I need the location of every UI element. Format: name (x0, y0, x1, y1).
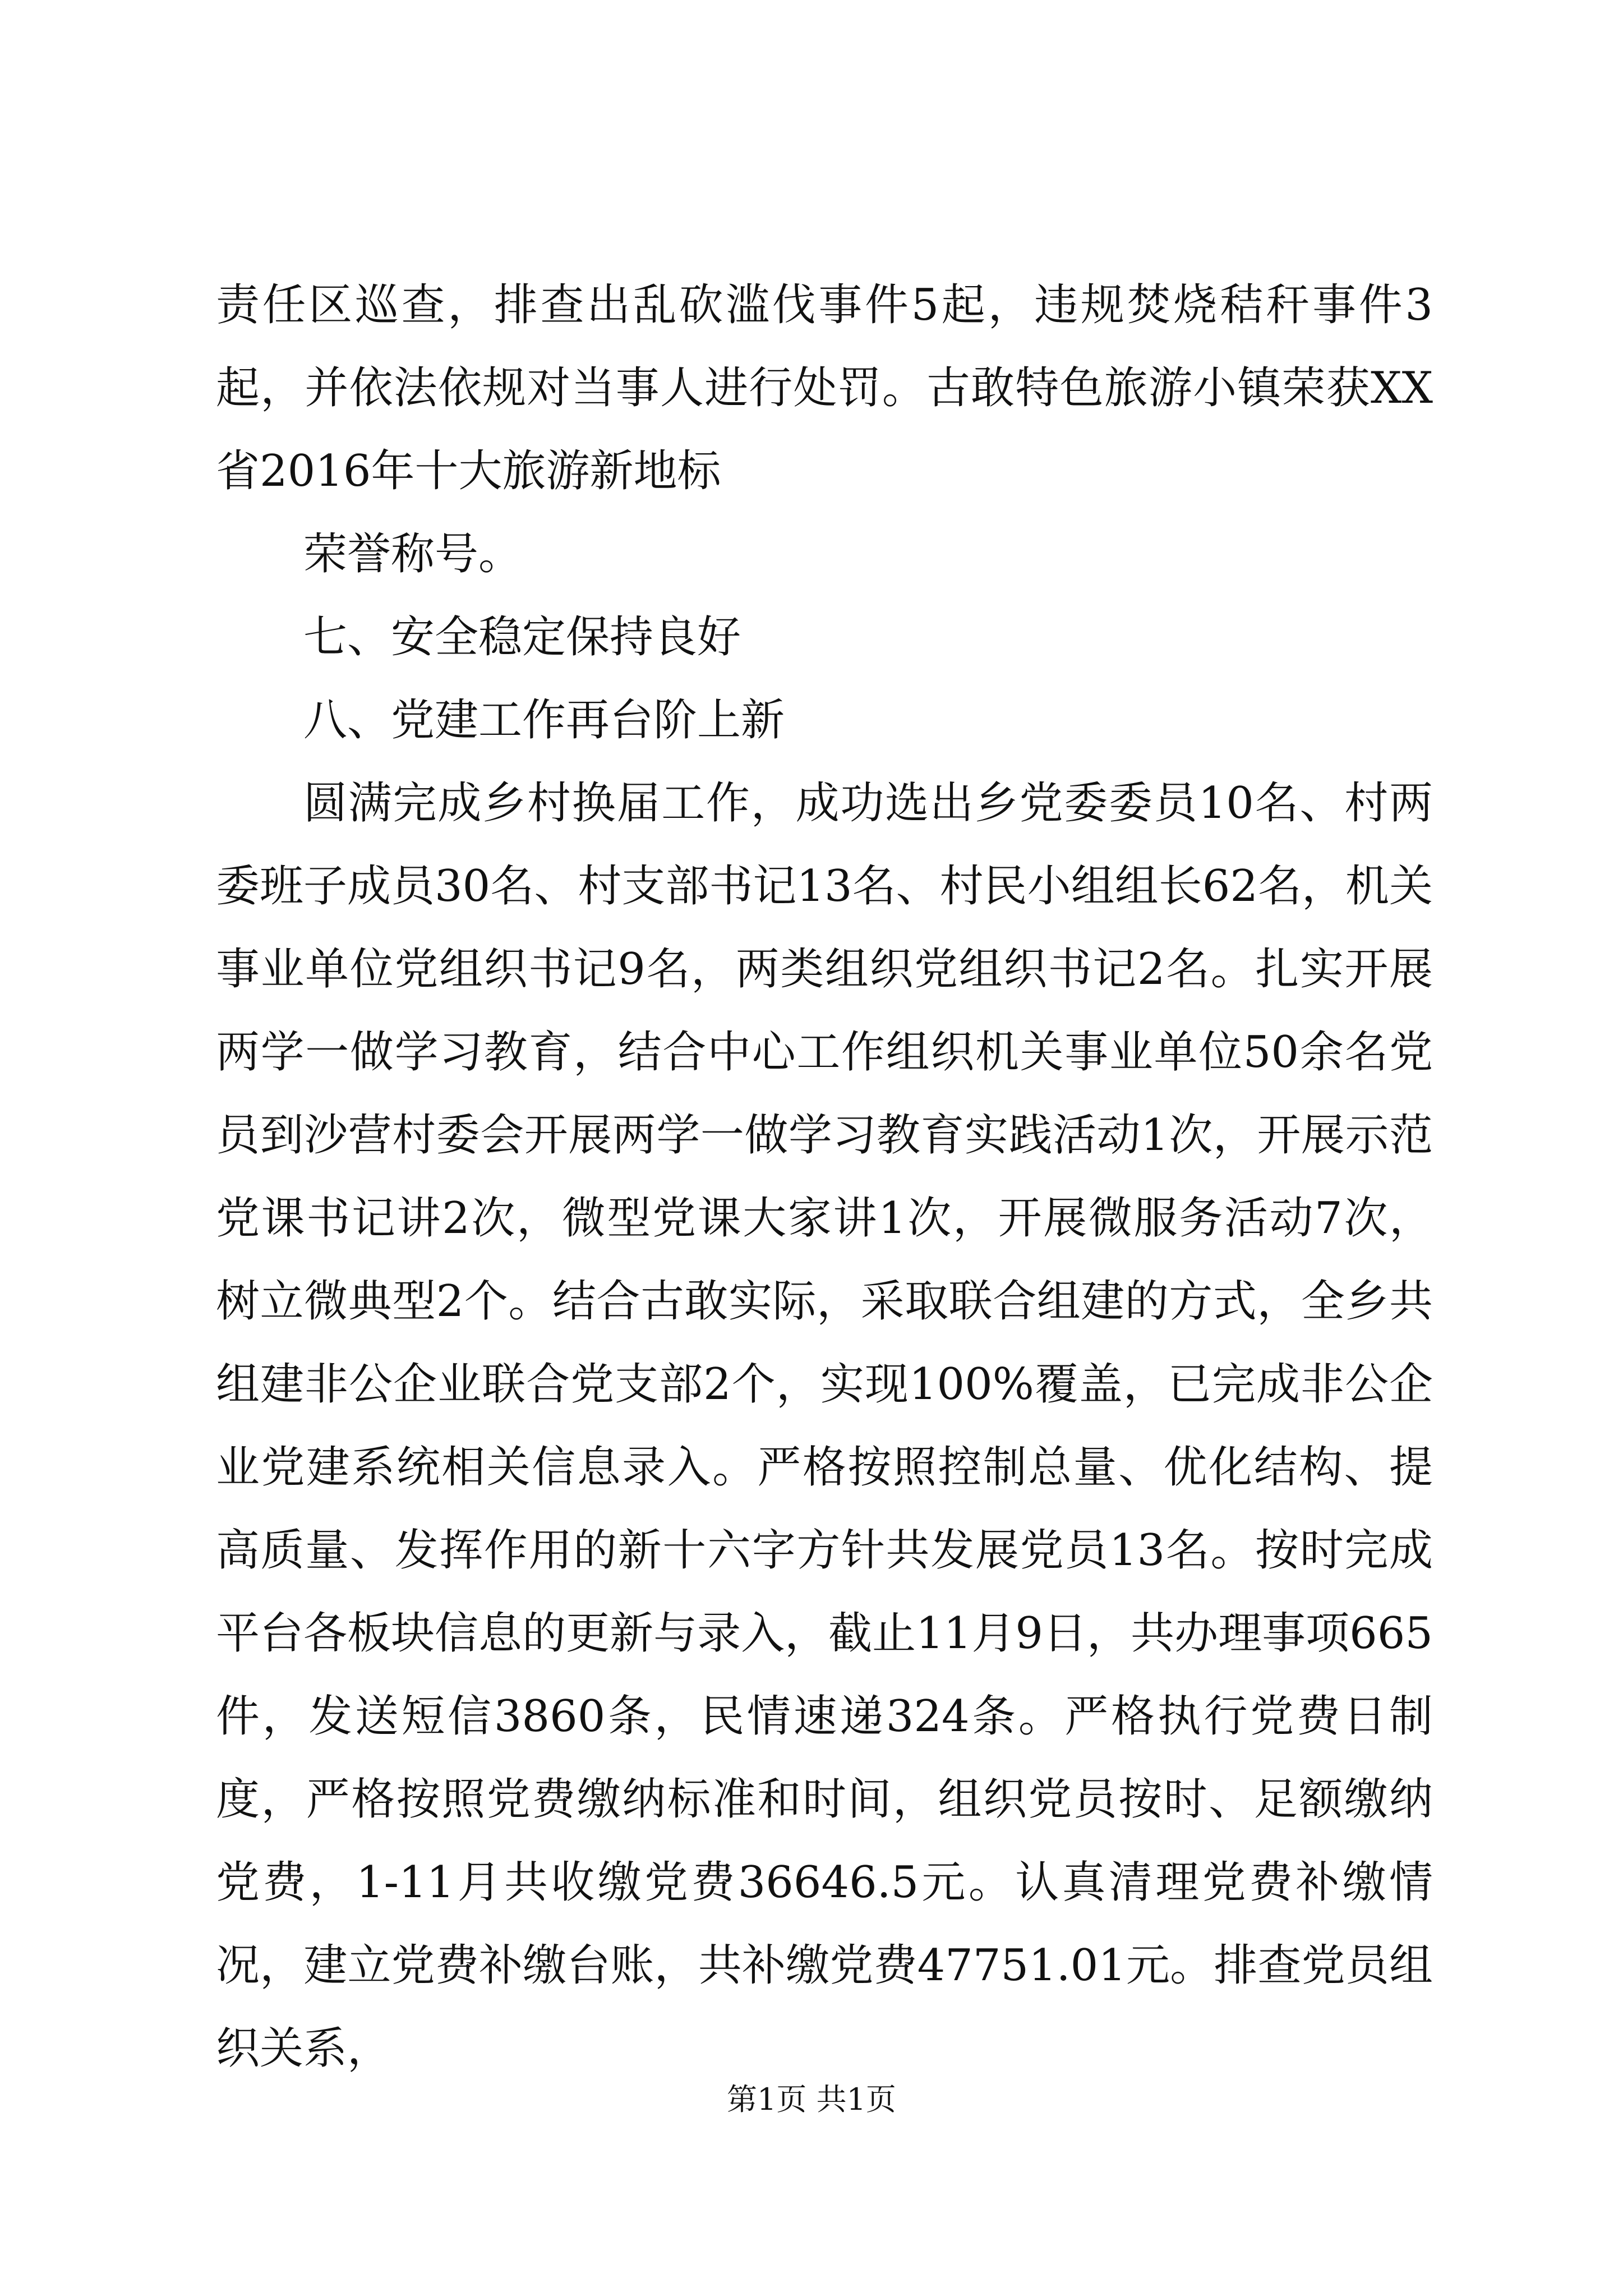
page-footer (0, 2080, 1623, 2119)
page-number-indicator: 第1页 共1页 (727, 2082, 896, 2117)
section-heading-party-building: 八、党建工作再台阶上新 (303, 695, 785, 746)
document-body (216, 264, 1433, 2090)
paragraph-honor-title: 荣誉称号。 (303, 529, 523, 579)
paragraph-patrol-results: 责任区巡查，排查出乱砍滥伐事件5起，违规焚烧秸秆事件3起，并依法依规对当事人进行处罚。古敢特色旅游小镇荣获XX省2016年十大旅游新地标 (216, 280, 1433, 496)
section-heading-safety: 七、安全稳定保持良好 (303, 612, 741, 662)
paragraph-party-building-details: 圆满完成乡村换届工作，成功选出乡党委委员10名、村两委班子成员30名、村支部书记13名、村民小组组长62名，机关事业单位党组织书记9名，两类组织党组织书记2名。扎实开展两学一做学习教育，结合中心工作组织机关事业单位50余名党员到沙营村委会开展两学一做学习教育实践活动1次，开展示范党课书记讲2次，微型党课大家讲1次，开展微服务活动7次，树立微典型2个。结合古敢实际，采取联合组建的方式，全乡共组建非公企业联合党支部2个，实现100%覆盖，已完成非公企业党建系统相关信息录入。严格按照控制总量、优化结构、提高质量、发挥作用的新十六字方针共发展党员13名。按时完成平台各板块信息的更新与录入，截止11月9日，共办理事项665件，发送短信3860条，民情速递324条。严格执行党费日制度，严格按照党费缴纳标准和时间，组织党员按时、足额缴纳党费，1-11月共收缴党费36646.5元。认真清理党费补缴情况，建立党费补缴台账，共补缴党费47751.01元。排查党员组织关系， (216, 778, 1433, 2074)
